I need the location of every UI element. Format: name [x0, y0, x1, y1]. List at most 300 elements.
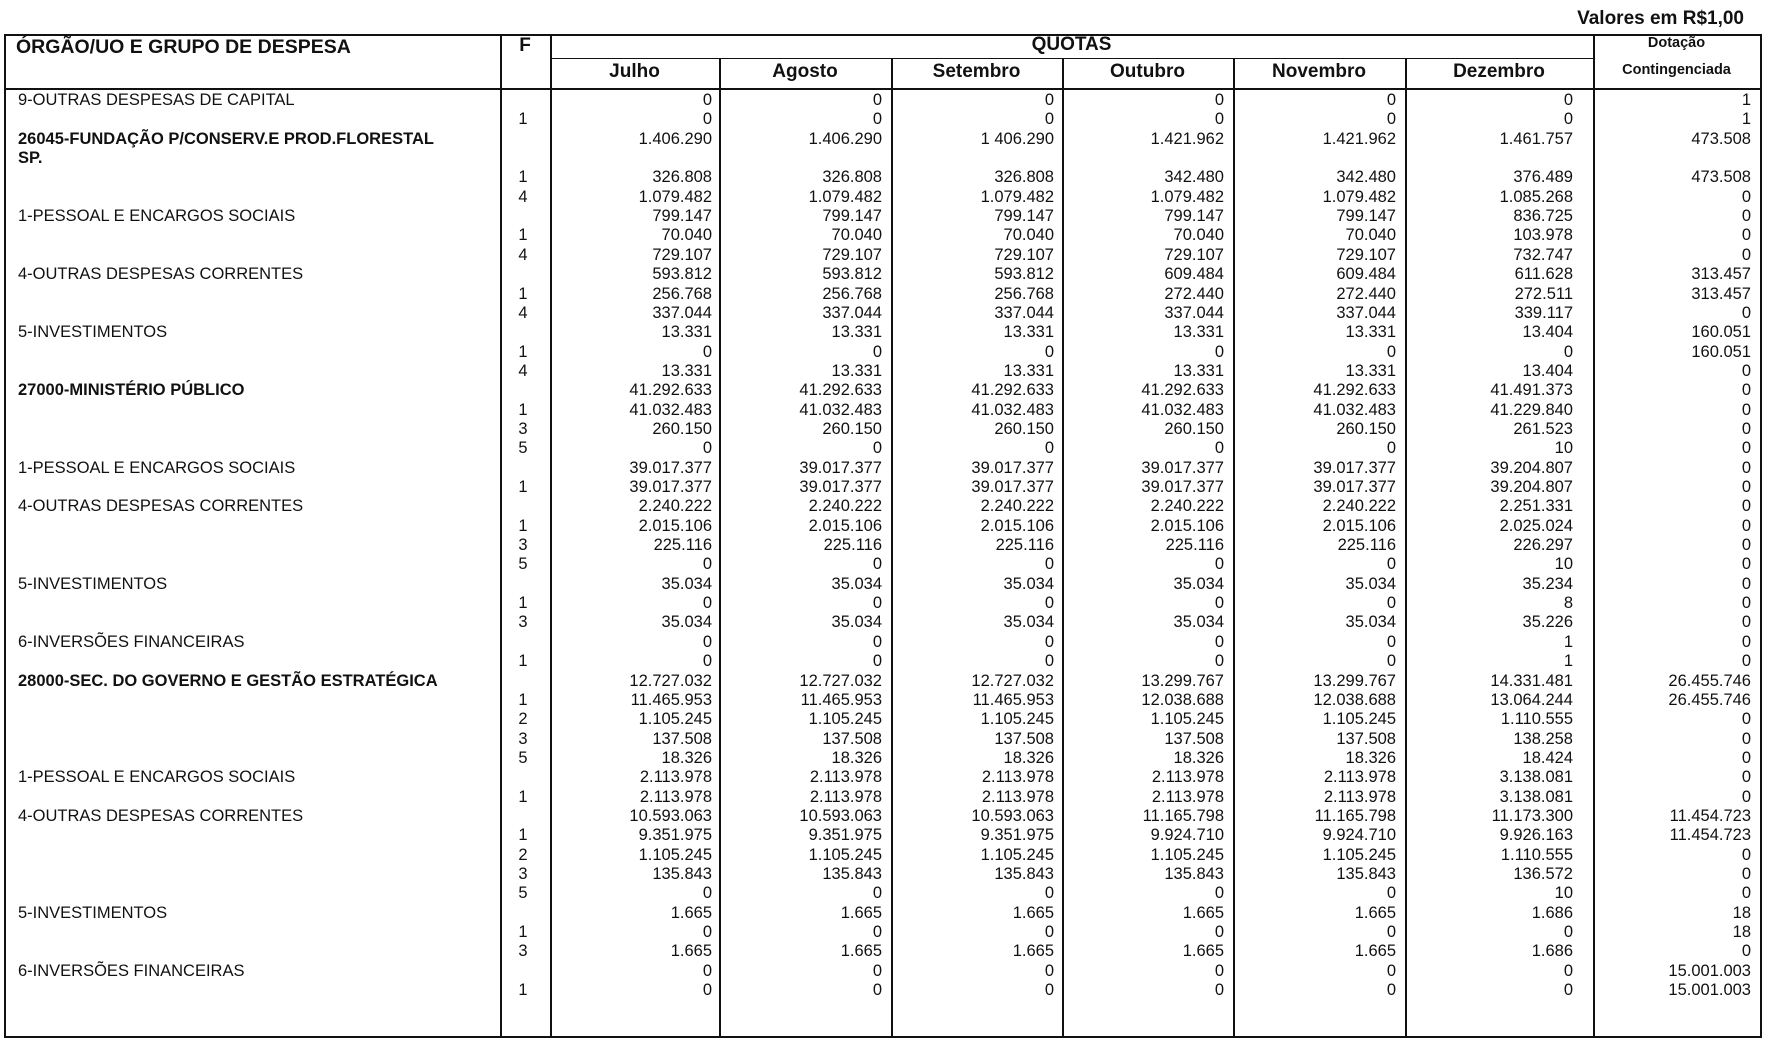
value-dotacao: 0 — [1741, 652, 1751, 671]
table-row — [4, 149, 1762, 168]
table-row — [4, 497, 1762, 516]
fonte-code: 1 — [518, 226, 528, 245]
value-dotacao: 0 — [1741, 574, 1751, 593]
header-month-julho: Julho — [609, 61, 660, 82]
quotas-divider — [550, 58, 1593, 59]
fonte-code: 3 — [518, 419, 528, 438]
value-dotacao: 313.457 — [1691, 265, 1751, 284]
fonte-code: 1 — [518, 594, 528, 613]
table-row — [4, 246, 1762, 265]
value-novembro: 39.017.377 — [1313, 478, 1396, 496]
value-novembro: 1.105.245 — [1322, 845, 1396, 864]
value-novembro: 135.843 — [1336, 865, 1396, 883]
header-month-agosto: Agosto — [772, 61, 838, 82]
table-row — [4, 110, 1762, 129]
value-julho: 0 — [702, 342, 712, 361]
value-outubro: 18.326 — [1173, 748, 1224, 767]
row-label: SP. — [18, 149, 43, 168]
table-row — [4, 942, 1762, 961]
value-agosto: 2.113.978 — [809, 768, 882, 787]
value-outubro: 1.665 — [1182, 903, 1224, 922]
value-julho: 12.727.032 — [629, 671, 712, 690]
value-outubro: 260.150 — [1164, 419, 1224, 438]
row-label: 4-OUTRAS DESPESAS CORRENTES — [18, 806, 304, 825]
table-row — [4, 381, 1762, 400]
table-row — [4, 962, 1762, 981]
fonte-code: 4 — [518, 245, 528, 264]
value-outubro: 0 — [1214, 961, 1224, 980]
row-label: 1-PESSOAL E ENCARGOS SOCIAIS — [18, 458, 296, 477]
value-outubro: 0 — [1214, 884, 1224, 903]
value-agosto: 0 — [872, 555, 882, 574]
value-novembro: 225.116 — [1337, 536, 1396, 555]
table-row — [4, 594, 1762, 613]
value-setembro: 135.843 — [994, 865, 1054, 883]
value-agosto: 0 — [872, 961, 882, 980]
value-dezembro: 13.404 — [1522, 361, 1573, 380]
header-month-setembro: Setembro — [932, 61, 1021, 82]
table-row — [4, 226, 1762, 245]
value-setembro: 225.116 — [995, 536, 1054, 555]
value-outubro: 2.113.978 — [1151, 787, 1224, 806]
value-novembro: 1.079.482 — [1322, 187, 1396, 206]
value-julho: 337.044 — [652, 303, 712, 322]
fonte-code: 2 — [518, 845, 528, 864]
value-julho: 0 — [702, 884, 712, 903]
fonte-code: 4 — [518, 303, 528, 322]
value-julho: 0 — [702, 110, 712, 129]
value-dezembro: 376.489 — [1513, 168, 1573, 187]
fonte-code: 3 — [518, 729, 528, 748]
value-dezembro: 35.226 — [1522, 613, 1573, 632]
value-outubro: 2.113.978 — [1151, 768, 1224, 787]
value-outubro: 2.015.106 — [1150, 516, 1224, 535]
table-row — [4, 981, 1762, 1000]
value-novembro: 13.331 — [1345, 323, 1396, 342]
value-outubro: 225.116 — [1165, 536, 1224, 555]
value-novembro: 342.480 — [1336, 168, 1396, 187]
value-outubro: 272.440 — [1164, 284, 1224, 303]
value-novembro: 18.326 — [1345, 748, 1396, 767]
value-dezembro: 0 — [1563, 961, 1573, 980]
table-row — [4, 536, 1762, 555]
value-outubro: 0 — [1214, 110, 1224, 129]
value-agosto: 2.113.978 — [809, 787, 882, 806]
value-outubro: 0 — [1214, 923, 1224, 942]
value-dezembro: 0 — [1563, 981, 1573, 1000]
value-dotacao: 473.508 — [1691, 129, 1751, 148]
value-outubro: 35.034 — [1173, 613, 1224, 632]
value-novembro: 11.165.798 — [1314, 806, 1396, 825]
value-julho: 729.107 — [652, 245, 712, 264]
value-setembro: 2.113.978 — [981, 768, 1054, 787]
header-quotas: QUOTAS — [1031, 34, 1112, 55]
value-agosto: 12.727.032 — [799, 671, 882, 690]
row-label: 5-INVESTIMENTOS — [18, 574, 168, 593]
fonte-code: 2 — [518, 710, 528, 729]
value-agosto: 13.331 — [831, 361, 882, 380]
value-agosto: 1.406.290 — [808, 129, 882, 148]
fonte-code: 1 — [518, 400, 528, 419]
header-month-novembro: Novembro — [1272, 61, 1366, 82]
value-novembro: 337.044 — [1336, 303, 1396, 322]
value-agosto: 256.768 — [822, 284, 882, 303]
value-dezembro: 138.258 — [1513, 729, 1573, 748]
value-agosto: 41.032.483 — [799, 400, 882, 419]
value-dotacao: 15.001.003 — [1668, 981, 1751, 1000]
value-dotacao: 0 — [1741, 458, 1751, 477]
table-row — [4, 304, 1762, 323]
header-f: F — [519, 35, 531, 56]
value-novembro: 799.147 — [1336, 207, 1396, 226]
value-dotacao: 15.001.003 — [1668, 961, 1751, 980]
value-julho: 0 — [702, 91, 712, 109]
value-julho: 70.040 — [661, 226, 712, 245]
value-julho: 35.034 — [661, 574, 712, 593]
table-row — [4, 362, 1762, 381]
value-julho: 0 — [702, 923, 712, 942]
value-julho: 18.326 — [661, 748, 712, 767]
value-novembro: 41.032.483 — [1313, 400, 1396, 419]
value-novembro: 0 — [1386, 884, 1396, 903]
value-novembro: 0 — [1386, 439, 1396, 458]
value-dotacao: 160.051 — [1691, 323, 1751, 342]
value-dezembro: 0 — [1563, 91, 1573, 109]
value-agosto: 729.107 — [822, 245, 882, 264]
row-label: 1-PESSOAL E ENCARGOS SOCIAIS — [18, 207, 296, 226]
header-dotacao: Dotação — [1647, 35, 1706, 51]
value-julho: 256.768 — [652, 284, 712, 303]
table-row — [4, 672, 1762, 691]
value-dezembro: 226.297 — [1513, 536, 1573, 555]
value-setembro: 256.768 — [994, 284, 1054, 303]
value-julho: 1.079.482 — [638, 187, 712, 206]
value-outubro: 41.292.633 — [1141, 381, 1224, 400]
value-julho: 0 — [702, 981, 712, 1000]
value-dezembro: 10 — [1554, 884, 1573, 903]
value-dotacao: 0 — [1741, 439, 1751, 458]
value-setembro: 0 — [1044, 439, 1054, 458]
value-outubro: 137.508 — [1164, 729, 1224, 748]
table-row — [4, 710, 1762, 729]
value-dotacao: 0 — [1741, 303, 1751, 322]
value-outubro: 1.665 — [1182, 942, 1224, 961]
value-dotacao: 0 — [1741, 729, 1751, 748]
value-setembro: 35.034 — [1003, 574, 1054, 593]
table-row — [4, 826, 1762, 845]
value-setembro: 1.665 — [1012, 903, 1054, 922]
value-dezembro: 8 — [1563, 594, 1573, 613]
value-agosto: 0 — [872, 342, 882, 361]
value-outubro: 13.331 — [1173, 361, 1224, 380]
value-outubro: 729.107 — [1164, 245, 1224, 264]
value-setembro: 41.292.633 — [971, 381, 1054, 400]
value-dotacao: 0 — [1741, 400, 1751, 419]
value-julho: 1.665 — [670, 903, 712, 922]
value-agosto: 593.812 — [822, 265, 882, 284]
value-setembro: 0 — [1044, 652, 1054, 671]
value-setembro: 1.079.482 — [980, 187, 1054, 206]
row-label: 26045-FUNDAÇÃO P/CONSERV.E PROD.FLORESTAL — [18, 129, 434, 148]
value-dezembro: 10 — [1554, 555, 1573, 574]
value-setembro: 326.808 — [994, 168, 1054, 187]
value-setembro: 0 — [1044, 555, 1054, 574]
row-label: 9-OUTRAS DESPESAS DE CAPITAL — [18, 91, 295, 109]
row-label: 4-OUTRAS DESPESAS CORRENTES — [18, 265, 304, 284]
value-setembro: 0 — [1044, 961, 1054, 980]
value-julho: 2.113.978 — [639, 768, 712, 787]
value-dotacao: 1 — [1741, 91, 1751, 109]
value-novembro: 9.924.710 — [1322, 826, 1396, 845]
value-agosto: 326.808 — [822, 168, 882, 187]
value-novembro: 0 — [1386, 652, 1396, 671]
table-row — [4, 517, 1762, 536]
value-julho: 225.116 — [653, 536, 712, 555]
value-julho: 1.105.245 — [638, 845, 712, 864]
value-setembro: 0 — [1044, 594, 1054, 613]
header-month-dezembro: Dezembro — [1453, 61, 1545, 82]
value-novembro: 137.508 — [1336, 729, 1396, 748]
fonte-code: 1 — [518, 284, 528, 303]
value-julho: 0 — [702, 555, 712, 574]
value-dotacao: 11.454.723 — [1669, 806, 1751, 825]
value-dotacao: 0 — [1741, 497, 1751, 516]
fonte-code: 1 — [518, 168, 528, 187]
value-dezembro: 13.404 — [1522, 323, 1573, 342]
table-row — [4, 730, 1762, 749]
value-setembro: 260.150 — [994, 419, 1054, 438]
value-setembro: 39.017.377 — [971, 478, 1054, 496]
value-dotacao: 0 — [1741, 787, 1751, 806]
value-dezembro: 0 — [1563, 342, 1573, 361]
fonte-code: 3 — [518, 865, 528, 883]
value-setembro: 1.665 — [1012, 942, 1054, 961]
value-dotacao: 0 — [1741, 884, 1751, 903]
value-agosto: 225.116 — [823, 536, 882, 555]
value-novembro: 1.105.245 — [1322, 710, 1396, 729]
value-setembro: 70.040 — [1003, 226, 1054, 245]
value-setembro: 799.147 — [994, 207, 1054, 226]
value-julho: 41.292.633 — [629, 381, 712, 400]
table-row — [4, 575, 1762, 594]
value-agosto: 0 — [872, 110, 882, 129]
value-julho: 326.808 — [652, 168, 712, 187]
value-julho: 9.351.975 — [638, 826, 712, 845]
value-julho: 2.113.978 — [639, 787, 712, 806]
value-dotacao: 0 — [1741, 613, 1751, 632]
value-agosto: 1.079.482 — [808, 187, 882, 206]
value-dotacao: 18 — [1732, 923, 1751, 942]
value-outubro: 13.299.767 — [1141, 671, 1224, 690]
value-dotacao: 0 — [1741, 710, 1751, 729]
value-julho: 41.032.483 — [629, 400, 712, 419]
value-dotacao: 0 — [1741, 768, 1751, 787]
table-row — [4, 865, 1762, 884]
value-dotacao: 0 — [1741, 845, 1751, 864]
header-bottom-border — [4, 88, 1762, 90]
value-julho: 593.812 — [652, 265, 712, 284]
value-dezembro: 1.461.757 — [1499, 129, 1573, 148]
value-outubro: 135.843 — [1164, 865, 1224, 883]
table-row — [4, 768, 1762, 787]
value-dezembro: 836.725 — [1513, 207, 1573, 226]
value-setembro: 2.240.222 — [980, 497, 1054, 516]
value-setembro: 1.105.245 — [980, 710, 1054, 729]
row-label: 6-INVERSÕES FINANCEIRAS — [18, 632, 245, 651]
value-dotacao: 313.457 — [1691, 284, 1751, 303]
table-row — [4, 904, 1762, 923]
value-setembro: 0 — [1044, 923, 1054, 942]
value-dezembro: 10 — [1554, 439, 1573, 458]
value-setembro: 0 — [1044, 981, 1054, 1000]
value-dezembro: 261.523 — [1513, 419, 1573, 438]
value-setembro: 10.593.063 — [971, 806, 1054, 825]
value-agosto: 13.331 — [831, 323, 882, 342]
value-julho: 35.034 — [661, 613, 712, 632]
value-novembro: 2.240.222 — [1322, 497, 1396, 516]
fonte-code: 1 — [518, 342, 528, 361]
table-row — [4, 188, 1762, 207]
value-novembro: 0 — [1386, 110, 1396, 129]
value-setembro: 35.034 — [1003, 613, 1054, 632]
table-row — [4, 652, 1762, 671]
value-dezembro: 1 — [1563, 652, 1573, 671]
value-dezembro: 1.110.555 — [1500, 845, 1573, 864]
value-setembro: 337.044 — [994, 303, 1054, 322]
value-julho: 0 — [702, 632, 712, 651]
value-julho: 1.665 — [670, 942, 712, 961]
table-row — [4, 420, 1762, 439]
value-outubro: 12.038.688 — [1141, 690, 1224, 709]
value-agosto: 135.843 — [822, 865, 882, 883]
row-label: 4-OUTRAS DESPESAS CORRENTES — [18, 497, 304, 516]
table-row — [4, 459, 1762, 478]
value-setembro: 729.107 — [994, 245, 1054, 264]
fonte-code: 1 — [518, 652, 528, 671]
value-agosto: 0 — [872, 439, 882, 458]
value-setembro: 593.812 — [994, 265, 1054, 284]
value-outubro: 1.105.245 — [1150, 845, 1224, 864]
value-outubro: 9.924.710 — [1150, 826, 1224, 845]
value-setembro: 0 — [1044, 632, 1054, 651]
value-outubro: 1.105.245 — [1150, 710, 1224, 729]
value-dotacao: 0 — [1741, 245, 1751, 264]
value-outubro: 609.484 — [1164, 265, 1224, 284]
table-row — [4, 401, 1762, 420]
value-novembro: 13.331 — [1345, 361, 1396, 380]
value-setembro: 12.727.032 — [971, 671, 1054, 690]
fonte-code: 5 — [518, 884, 528, 903]
units-note: Valores em R$1,00 — [1577, 8, 1744, 29]
value-agosto: 0 — [872, 652, 882, 671]
value-agosto: 260.150 — [822, 419, 882, 438]
value-setembro: 11.465.953 — [972, 690, 1054, 709]
value-novembro: 272.440 — [1336, 284, 1396, 303]
table-row — [4, 846, 1762, 865]
value-julho: 135.843 — [652, 865, 712, 883]
value-dezembro: 732.747 — [1513, 245, 1573, 264]
value-dotacao: 0 — [1741, 381, 1751, 400]
value-dezembro: 3.138.081 — [1499, 787, 1573, 806]
value-dotacao: 26.455.746 — [1668, 690, 1751, 709]
table-row — [4, 323, 1762, 342]
value-outubro: 0 — [1214, 594, 1224, 613]
value-novembro: 1.665 — [1354, 903, 1396, 922]
value-novembro: 2.015.106 — [1322, 516, 1396, 535]
table-row — [4, 478, 1762, 497]
value-dotacao: 0 — [1741, 555, 1751, 574]
value-agosto: 35.034 — [831, 574, 882, 593]
value-agosto: 11.465.953 — [800, 690, 882, 709]
value-dezembro: 14.331.481 — [1490, 671, 1573, 690]
value-dotacao: 0 — [1741, 516, 1751, 535]
value-julho: 1.105.245 — [638, 710, 712, 729]
value-setembro: 1 406.290 — [980, 129, 1054, 148]
value-dezembro: 339.117 — [1514, 303, 1573, 322]
value-agosto: 10.593.063 — [799, 806, 882, 825]
value-novembro: 0 — [1386, 923, 1396, 942]
value-dotacao: 0 — [1741, 419, 1751, 438]
table-row — [4, 207, 1762, 226]
value-novembro: 0 — [1386, 555, 1396, 574]
value-novembro: 2.113.978 — [1323, 787, 1396, 806]
value-novembro: 0 — [1386, 342, 1396, 361]
fonte-code: 3 — [518, 613, 528, 632]
value-setembro: 13.331 — [1003, 323, 1054, 342]
value-outubro: 0 — [1214, 342, 1224, 361]
value-dezembro: 35.234 — [1522, 574, 1573, 593]
value-agosto: 39.017.377 — [799, 458, 882, 477]
value-novembro: 35.034 — [1345, 613, 1396, 632]
value-outubro: 35.034 — [1173, 574, 1224, 593]
value-novembro: 0 — [1386, 632, 1396, 651]
value-outubro: 39.017.377 — [1141, 458, 1224, 477]
value-agosto: 2.015.106 — [808, 516, 882, 535]
table-row — [4, 285, 1762, 304]
value-dotacao: 26.455.746 — [1668, 671, 1751, 690]
fonte-code: 1 — [518, 516, 528, 535]
value-setembro: 0 — [1044, 342, 1054, 361]
value-dezembro: 13.064.244 — [1490, 690, 1573, 709]
value-setembro: 1.105.245 — [980, 845, 1054, 864]
value-dezembro: 18.424 — [1522, 748, 1573, 767]
value-agosto: 0 — [872, 594, 882, 613]
value-novembro: 729.107 — [1336, 245, 1396, 264]
value-novembro: 35.034 — [1345, 574, 1396, 593]
value-dezembro: 611.628 — [1514, 265, 1573, 284]
value-agosto: 1.105.245 — [808, 710, 882, 729]
value-outubro: 0 — [1214, 91, 1224, 109]
header-contingenciada: Contingenciada — [1622, 62, 1731, 78]
fonte-code: 3 — [518, 536, 528, 555]
value-novembro: 0 — [1386, 981, 1396, 1000]
value-dotacao: 0 — [1741, 942, 1751, 961]
value-agosto: 137.508 — [822, 729, 882, 748]
table-row — [4, 130, 1762, 149]
table-row — [4, 807, 1762, 826]
table-row — [4, 91, 1762, 110]
value-setembro: 9.351.975 — [980, 826, 1054, 845]
value-dotacao: 473.508 — [1691, 168, 1751, 187]
value-novembro: 39.017.377 — [1313, 458, 1396, 477]
value-dotacao: 0 — [1741, 632, 1751, 651]
value-dezembro: 39.204.807 — [1490, 458, 1573, 477]
table-row — [4, 613, 1762, 632]
value-agosto: 0 — [872, 884, 882, 903]
table-row — [4, 749, 1762, 768]
budget-table — [4, 34, 1762, 1038]
fonte-code: 5 — [518, 748, 528, 767]
